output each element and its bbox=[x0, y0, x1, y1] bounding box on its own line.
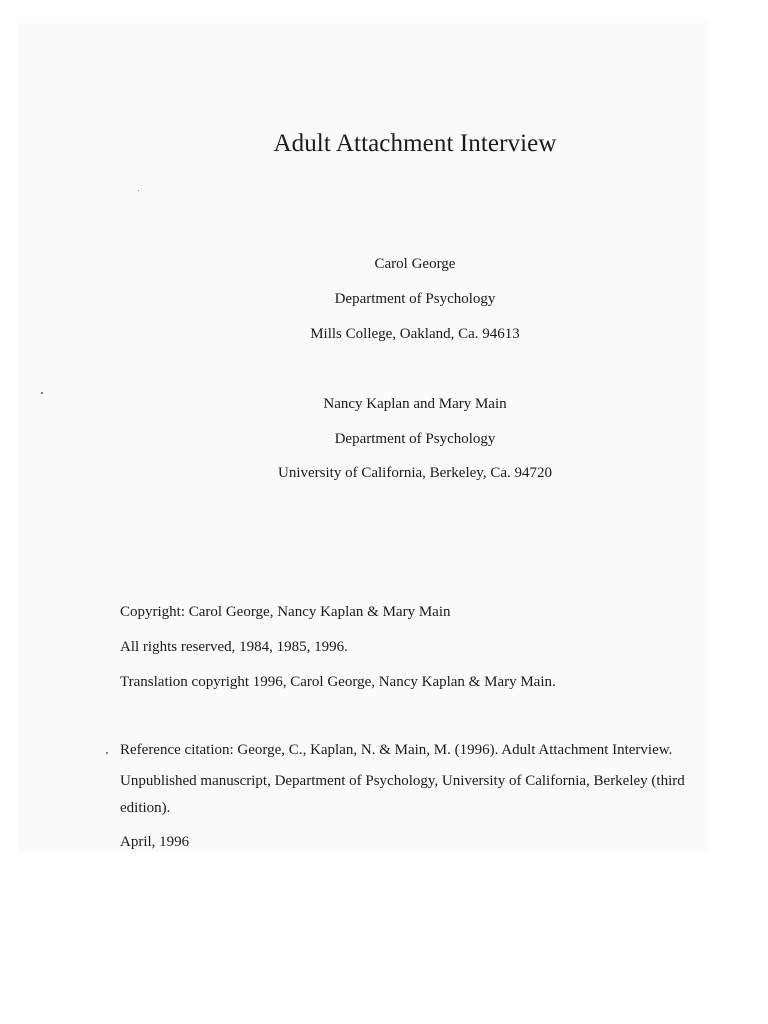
author-1-institution: Mills College, Oakland, Ca. 94613 bbox=[310, 326, 520, 342]
scan-speck bbox=[138, 190, 139, 191]
scan-speck bbox=[106, 752, 108, 754]
author-1-department: Department of Psychology bbox=[334, 291, 496, 307]
author-2-names: Nancy Kaplan and Mary Main bbox=[323, 396, 507, 412]
rights-line: All rights reserved, 1984, 1985, 1996. bbox=[120, 639, 348, 655]
translation-copyright-line: Translation copyright 1996, Carol George, Nancy Kaplan & Mary Main. bbox=[120, 674, 556, 690]
document-title: Adult Attachment Interview bbox=[273, 130, 557, 157]
author-2-institution: University of California, Berkeley, Ca. 94720 bbox=[278, 465, 552, 481]
author-1-name: Carol George bbox=[374, 256, 456, 272]
scan-speck bbox=[41, 392, 43, 394]
document-date: April, 1996 bbox=[120, 834, 190, 850]
reference-citation-line-3: edition). bbox=[120, 800, 171, 816]
reference-citation-line-1: Reference citation: George, C., Kaplan, N. & Main, M. (1996). Adult Attachment Interview. bbox=[120, 742, 673, 758]
author-2-department: Department of Psychology bbox=[334, 431, 496, 447]
reference-citation-line-2: Unpublished manuscript, Department of Psychology, University of California, Berkeley (third bbox=[120, 773, 685, 789]
copyright-line: Copyright: Carol George, Nancy Kaplan & Mary Main bbox=[120, 604, 451, 620]
